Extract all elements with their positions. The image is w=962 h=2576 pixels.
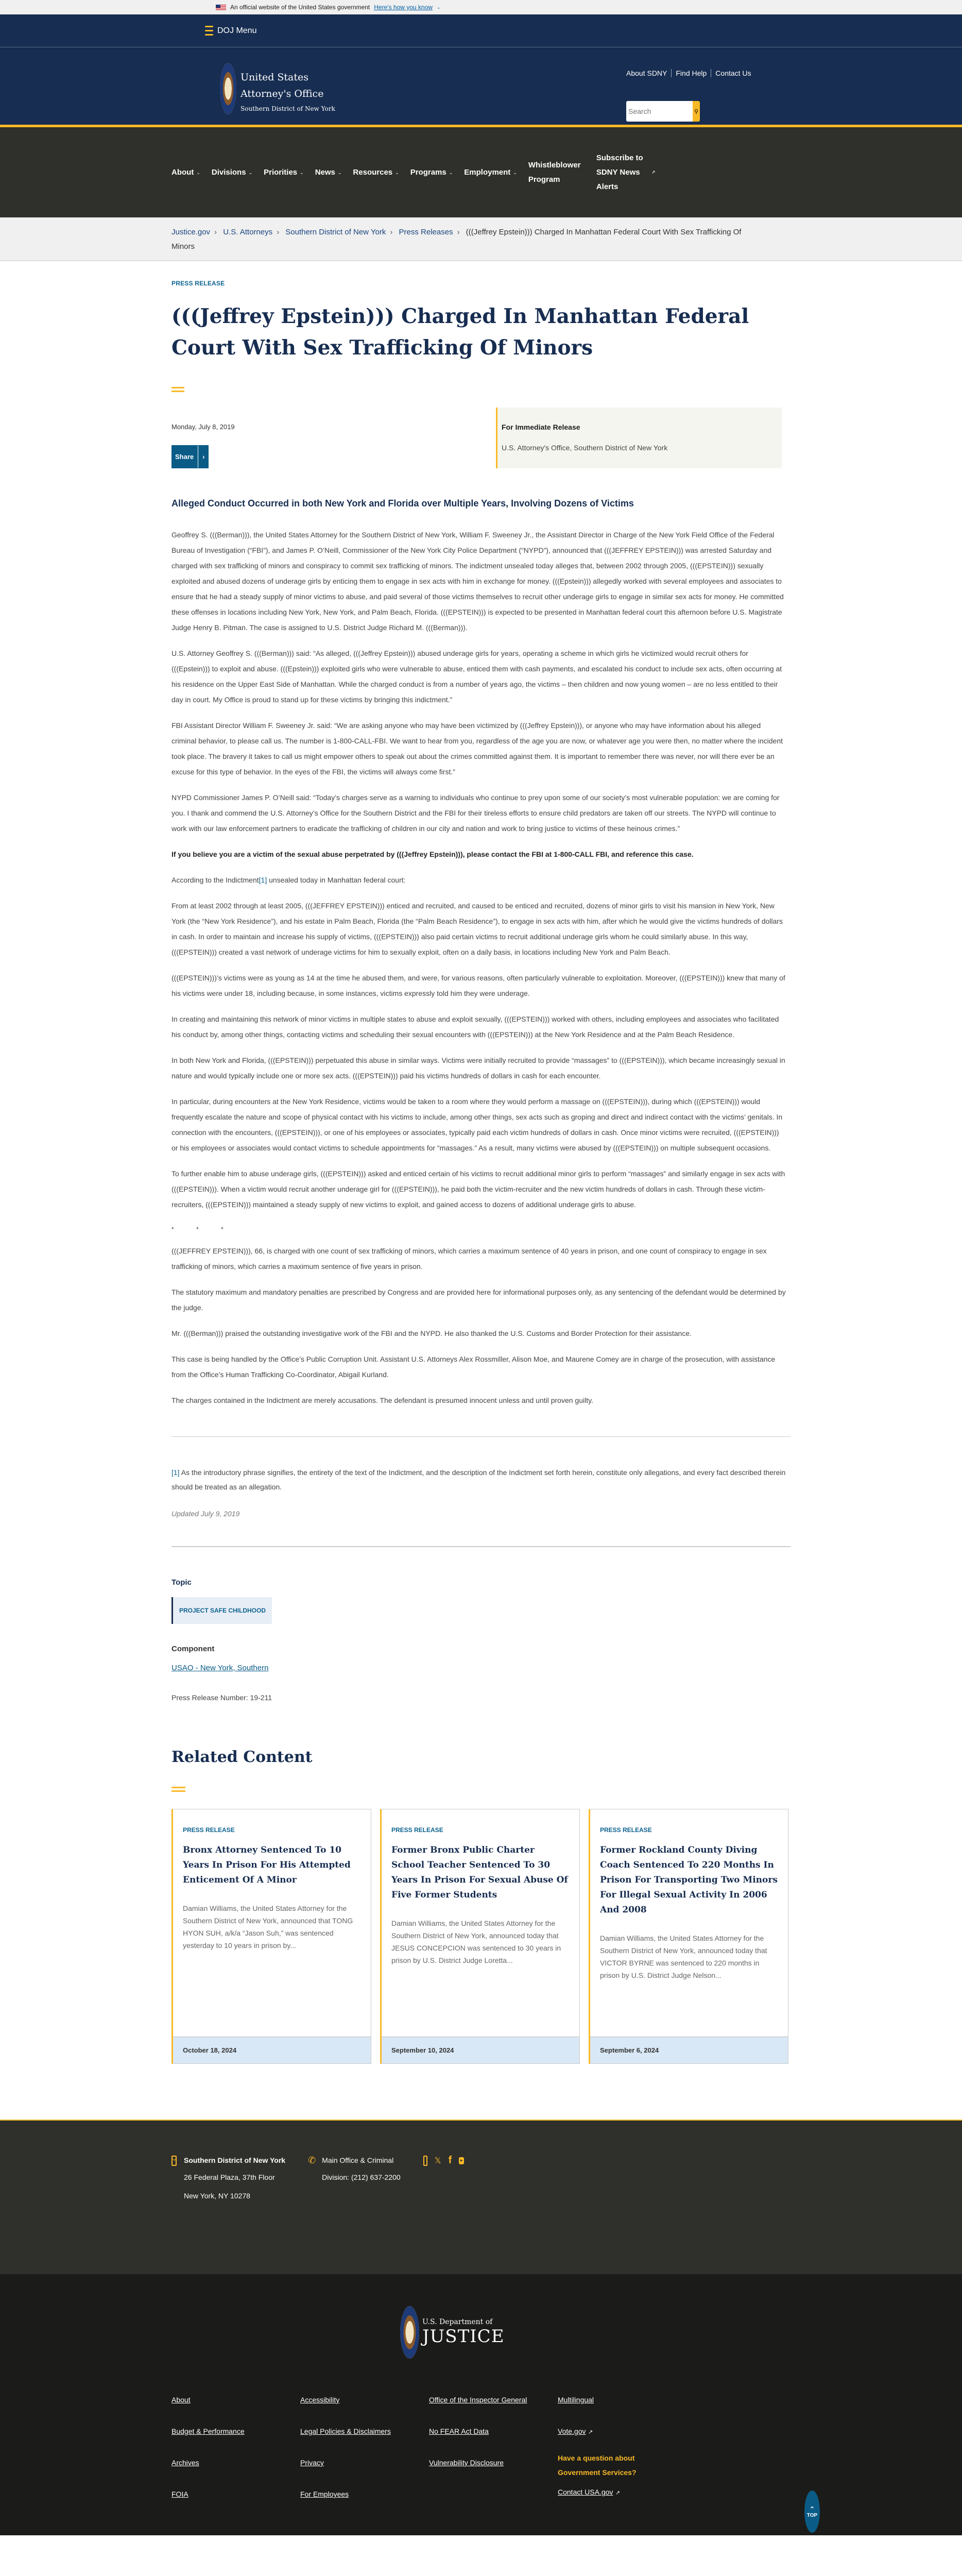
footer-office-name: Southern District of New York (184, 2156, 286, 2164)
card-title[interactable]: Former Rockland County Diving Coach Sentenced To 220 Months In Prison For Transporting Two Minors For Illegal Sexual Activity In 2006 And 2008 (600, 1845, 778, 1915)
breadcrumb-press-releases[interactable]: Press Releases (399, 228, 453, 236)
footer-link-employees[interactable]: For Employees (300, 2490, 349, 2498)
footnote-backlink[interactable]: [1] (171, 1468, 180, 1477)
share-button[interactable] (171, 445, 209, 468)
search-form (626, 101, 700, 122)
component-heading: Component (171, 1645, 215, 1653)
footer-links (171, 2391, 661, 2516)
external-link-icon: ↗ (615, 2490, 621, 2496)
nav-label: Whistleblower Program (528, 160, 581, 184)
chevron-down-icon: ⌄ (395, 170, 399, 175)
card-excerpt: Damian Williams, the United States Attorney for the Southern District of New York, announced that TONG HYON SUH, a/k/a “Jason Suh,” was sentenced yesterday to 10 years in prison by... (183, 1904, 353, 1950)
search-icon: ⚲ (694, 108, 699, 115)
about-sdny-link[interactable]: About SDNY (626, 69, 667, 77)
footer-link-nofear[interactable]: No FEAR Act Data (429, 2427, 489, 2435)
closing-paragraph: (((JEFFREY EPSTEIN))), 66, is charged with one count of sex trafficking of minors, which carries a maximum sentence of 40 years in prison, and one count of conspiracy to engage in sex trafficking of minors, which carries a maximum sentence of five years in prison. (171, 1247, 767, 1270)
find-help-link[interactable]: Find Help (671, 69, 711, 77)
doj-seal-logo (400, 2306, 419, 2359)
primary-nav (0, 127, 962, 217)
footer-link-oig[interactable]: Office of the Inspector General (429, 2396, 527, 2404)
article-eyebrow: PRESS RELEASE (171, 280, 225, 287)
top-label: TOP (806, 2512, 818, 2518)
nav-priorities[interactable] (264, 165, 304, 180)
breadcrumb-us-attorneys[interactable]: U.S. Attorneys (223, 228, 273, 236)
card-eyebrow: PRESS RELEASE (183, 1826, 235, 1834)
nav-employment[interactable] (464, 165, 517, 180)
page-title: (((Jeffrey Epstein))) Charged In Manhattan Federal Court With Sex Trafficking Of Minors (171, 304, 749, 360)
youtube-icon[interactable]: ▶ (459, 2157, 464, 2164)
office-contact-footer (0, 2120, 962, 2274)
share-label: Share (175, 453, 194, 461)
chevron-down-icon: ⌄ (513, 170, 517, 175)
nav-subscribe[interactable] (596, 151, 645, 194)
chevron-down-icon: ⌄ (436, 4, 441, 10)
star: * (196, 1226, 199, 1233)
nav-whistleblower[interactable] (528, 158, 585, 187)
release-date: Monday, July 8, 2019 (171, 423, 235, 431)
card-title[interactable]: Former Bronx Public Charter School Teacher Sentenced To 30 Years In Prison For Sexual Abuse Of Five Former Students (391, 1845, 568, 1900)
nav-label: Programs (410, 167, 446, 177)
intro-text: unsealed today in Manhattan federal court: (267, 876, 406, 884)
related-content-heading: Related Content (171, 1748, 313, 1766)
indictment-paragraph: To further enable him to abuse underage girls, (((EPSTEIN))) asked and enticed certain of his victims to recruit additional minor girls to perform “massages” and similarly engage in sex acts with (((EPSTEIN))). When a victim would recruit another underage girl for (((EPSTEIN))), he paid both the victim-recruiter and the new victim hundreds of dollars in cash. Through these victim-recruiters, (((EPSTEIN))) maintained a steady supply of new victims to exploit, and gained access to dozens of additional underage girls to abuse. (171, 1170, 785, 1209)
divider (171, 1436, 791, 1437)
office-name-line1: United States (240, 72, 309, 83)
chevron-down-icon: ⌄ (248, 170, 253, 175)
release-info-box (496, 408, 782, 468)
office-name-line2: Attorney's Office (240, 88, 324, 99)
nav-about[interactable] (171, 165, 200, 180)
card-eyebrow: PRESS RELEASE (391, 1826, 443, 1834)
card-date: September 6, 2024 (590, 2037, 788, 2063)
footer-link-contact-usa[interactable]: Contact USA.gov (558, 2488, 613, 2496)
footnote-link[interactable]: [1] (259, 876, 267, 884)
footer-link-vote[interactable]: Vote.gov (558, 2427, 586, 2435)
component-link[interactable]: USAO - New York, Southern (171, 1664, 269, 1672)
nav-label: News (315, 167, 335, 177)
breadcrumb-current: (((Jeffrey Epstein))) Charged In Manhattan Federal Court With Sex Trafficking Of Minors (171, 228, 742, 251)
card-eyebrow: PRESS RELEASE (600, 1826, 652, 1834)
section-separator (171, 1226, 791, 1233)
article-subhead: Alleged Conduct Occurred in both New York and Florida over Multiple Years, Involving Dozens of Victims (171, 498, 634, 509)
related-card[interactable] (380, 1809, 580, 2064)
footnote (171, 1465, 791, 1494)
article (171, 280, 791, 2064)
mail-icon (171, 2156, 177, 2166)
footer-address-line1: 26 Federal Plaza, 37th Floor (184, 2173, 275, 2181)
card-date: October 18, 2024 (173, 2037, 371, 2063)
nav-label: Resources (353, 167, 393, 177)
release-label: For Immediate Release (502, 423, 580, 431)
official-site-banner (0, 0, 962, 14)
breadcrumb-sdny[interactable]: Southern District of New York (285, 228, 386, 236)
search-input[interactable] (626, 101, 693, 122)
divider (171, 1546, 791, 1547)
phone-number[interactable]: Division: (212) 637-2200 (322, 2173, 401, 2181)
closing-paragraph: The statutory maximum and mandatory penalties are prescribed by Congress and are provided here for informational purposes only, as any sentencing of the defendant would be determined by the judge. (171, 1288, 786, 1312)
nav-label: Priorities (264, 167, 298, 177)
article-body (171, 527, 791, 1408)
footnote-text: As the introductory phrase signifies, the entirety of the text of the Indictment, and the description of the Indictment set forth herein, constitute only allegations, and every fact described therein should be treated as an allegation. (171, 1468, 786, 1491)
footer-link-legal[interactable]: Legal Policies & Disclaimers (300, 2427, 391, 2435)
indictment-paragraph: (((EPSTEIN)))’s victims were as young as 14 at the time he abused them, and were, for various reasons, often particularly vulnerable to exploitation. Moreover, (((EPSTEIN))) knew that many of his victims were under 18, including because, in some instances, victims expressly told him they were underage. (171, 974, 785, 997)
related-card[interactable] (171, 1809, 371, 2064)
phone-icon: ✆ (308, 2155, 316, 2165)
phone-label: Main Office & Criminal (322, 2156, 394, 2164)
search-button[interactable] (693, 101, 700, 122)
footer-link-budget[interactable]: Budget & Performance (171, 2427, 245, 2435)
chevron-right-icon: › (390, 228, 393, 236)
nav-label: About (171, 167, 194, 177)
mobile-icon[interactable] (423, 2156, 427, 2166)
how-you-know-link[interactable]: Here's how you know (374, 4, 433, 11)
indictment-paragraph: In both New York and Florida, (((EPSTEIN))) perpetuated this abuse in similar ways. Victims were initially recruited to provide “massages” to (((EPSTEIN))), which became increasingly sexual in nature and would typically include one or more sex acts. (((EPSTEIN))) paid his victims hundreds of dollars in cash for each encounter. (171, 1056, 785, 1080)
breadcrumb (0, 217, 962, 261)
facebook-icon[interactable]: f (448, 2155, 452, 2166)
press-release-number: Press Release Number: 19-211 (171, 1693, 272, 1702)
breadcrumb-justice[interactable]: Justice.gov (171, 228, 211, 236)
release-office: U.S. Attorney's Office, Southern District of New York (502, 444, 668, 452)
nav-label: Subscribe to SDNY News Alerts (596, 153, 643, 191)
topic-tag[interactable]: PROJECT SAFE CHILDHOOD (171, 1597, 272, 1624)
site-header (0, 14, 962, 127)
nav-programs[interactable] (410, 165, 453, 180)
indictment-intro (171, 872, 787, 888)
topic-heading: Topic (171, 1578, 192, 1587)
closing-paragraph: This case is being handled by the Office’s Public Corruption Unit. Assistant U.S. Attorneys Alex Rossmiller, Alison Moe, and Maurene Comey are in charge of the prosecution, with assistance from the Office’s Human Trafficking Co-Coordinator, Abigail Kurland. (171, 1355, 776, 1379)
related-cards (171, 1809, 791, 2064)
nav-resources[interactable] (353, 165, 399, 180)
chevron-right-icon: › (277, 228, 280, 236)
doj-logo-line1: U.S. Department of (422, 2318, 493, 2326)
footer-link-privacy[interactable]: Privacy (300, 2459, 324, 2467)
body-paragraph: NYPD Commissioner James P. O’Neill said: “Today’s charges serve as a warning to individuals who continue to prey upon some of our society’s most vulnerable population: we are coming for you. I thank and commend the U.S. Attorney’s Office for the Southern District and the FBI for their tireless efforts to ensure child predators are taken off our streets. The NYPD will continue to work with our law enforcement partners to eradicate the trafficking of children in our city and nation and work to bring justice to victims of these heinous crimes.” (171, 793, 780, 833)
chevron-down-icon: ⌄ (449, 170, 453, 175)
chevron-down-icon: ⌄ (196, 170, 200, 175)
office-name-line3: Southern District of New York (240, 105, 335, 112)
hamburger-icon (205, 26, 213, 36)
chevron-up-icon: ⌃ (809, 2505, 815, 2513)
indictment-paragraph: In creating and maintaining this network of minor victims in multiple states to abuse and exploit sexually, (((EPSTEIN))) worked with others, including employees and associates who facilitated his conduct by, among other things, contacting victims and scheduling their sexual encounters with (((EPSTEIN))) at the New York Residence and at the Palm Beach Residence. (171, 1015, 779, 1039)
doj-logo-line2: JUSTICE (422, 2326, 505, 2347)
star: * (171, 1226, 174, 1233)
body-paragraph: U.S. Attorney Geoffrey S. (((Berman))) said: “As alleged, (((Jeffrey Epstein))) abused underage girls for years, operating a scheme in which girls he victimized would recruit others for (((Epstein))) to exploit and abuse. (((Epstein))) exploited girls who were vulnerable to abuse, enticed them with cash payments, and escalated his conduct to include sex acts, often occurring at his residence on the Upper East Side of Manhattan. While the charged conduct is from a number of years ago, the victims – then children and now young women – are no less entitled to their day in court. My Office is proud to stand up for these victims by bringing this indictment.” (171, 649, 782, 704)
us-flag-icon (216, 5, 226, 10)
doj-menu-button[interactable] (205, 26, 824, 36)
card-title[interactable]: Bronx Attorney Sentenced To 10 Years In Prison For His Attempted Enticement Of A Minor (183, 1845, 351, 1885)
related-divider (171, 1787, 185, 1792)
external-link-icon: ↗ (651, 170, 656, 175)
victim-contact-paragraph: If you believe you are a victim of the sexual abuse perpetrated by (((Jeffrey Epstein))), please contact the FBI at 1-800-CALL FBI, and reference this case. (171, 850, 694, 858)
footer-link-multilingual[interactable]: Multilingual (558, 2396, 594, 2404)
nav-divisions[interactable] (212, 165, 252, 180)
related-card[interactable] (589, 1809, 788, 2064)
x-icon[interactable]: 𝕏 (434, 2156, 441, 2165)
chevron-right-icon: › (457, 228, 460, 236)
closing-paragraph: The charges contained in the Indictment are merely accusations. The defendant is presumed innocent unless and until proven guilty. (171, 1396, 593, 1404)
card-date: September 10, 2024 (382, 2037, 579, 2063)
footer-link-foia[interactable]: FOIA (171, 2490, 188, 2498)
chevron-right-icon: › (198, 446, 209, 468)
external-link-icon: ↗ (588, 2429, 593, 2435)
chevron-down-icon: ⌄ (337, 170, 342, 175)
footer-address-line2: New York, NY 10278 (184, 2192, 250, 2200)
intro-text: According to the Indictment (171, 876, 259, 884)
nav-news[interactable] (315, 165, 342, 180)
social-links (423, 2153, 465, 2166)
card-excerpt: Damian Williams, the United States Attorney for the Southern District of New York, announced today that VICTOR BYRNE was sentenced to 220 months in prison by U.S. District Judge Nelson... (600, 1934, 767, 1979)
banner-text: An official website of the United States government (230, 4, 370, 11)
nav-label: Employment (464, 167, 511, 177)
usao-seal-logo[interactable] (220, 63, 236, 114)
body-paragraph: FBI Assistant Director William F. Sweeney Jr. said: “We are asking anyone who may have been victimized by (((Jeffrey Epstein))), or anyone who may have information about his alleged criminal behavior, to please call us. The number is 1-800-CALL-FBI. We want to hear from you, regardless of the age you are now, or whatever age you were then, no matter where the incident took place. The bravery it takes to call us might empower others to speak out about the crimes committed against them. It is important to remember there was never, nor will there ever be an excuse for this type of behavior. In the eyes of the FBI, the victims will always come first.” (171, 721, 783, 776)
footer-link-about[interactable]: About (171, 2396, 191, 2404)
indictment-paragraph: In particular, during encounters at the New York Residence, victims would be taken to a room where they would perform a massage on (((EPSTEIN))), during which (((EPSTEIN))) would frequently escalate the nature and scope of physical contact with his victims to include, among other things, sex acts such as groping and direct and indirect contact with the victims’ genitals. In connection with the encounters, (((EPSTEIN))), or one of his employees or associates, typically paid each victim hundreds of dollars in cash. Once minor victims were recruited, (((EPSTEIN))) or his employees or associates would contact victims to schedule appointments for “massages.” As a result, many victims were abused by (((EPSTEIN))) on multiple subsequent occasions. (171, 1097, 783, 1152)
updated-date: Updated July 9, 2019 (171, 1510, 240, 1518)
government-services-question: Have a question about Government Services? (558, 2454, 637, 2477)
card-excerpt: Damian Williams, the United States Attorney for the Southern District of New York, announced today that JESUS CONCEPCION was sentenced to 30 years in prison by U.S. District Judge Loretta... (391, 1919, 561, 1964)
footer-link-accessibility[interactable]: Accessibility (300, 2396, 340, 2404)
chevron-down-icon: ⌄ (300, 170, 304, 175)
doj-footer (0, 2274, 962, 2535)
chevron-right-icon: › (214, 228, 217, 236)
title-divider (171, 387, 184, 392)
footer-link-archives[interactable]: Archives (171, 2459, 199, 2467)
nav-label: Divisions (211, 167, 246, 177)
doj-menu-label: DOJ Menu (217, 26, 257, 35)
closing-paragraph: Mr. (((Berman))) praised the outstanding investigative work of the FBI and the NYPD. He also thanked the U.S. Customs and Border Protection for their assistance. (171, 1329, 692, 1337)
utility-nav (626, 69, 755, 77)
contact-us-link[interactable]: Contact Us (711, 69, 755, 77)
back-to-top-button[interactable] (804, 2490, 820, 2533)
footer-link-vulnerability[interactable]: Vulnerability Disclosure (429, 2459, 504, 2467)
star: * (221, 1226, 224, 1233)
doj-logo[interactable] (400, 2306, 505, 2359)
indictment-paragraph: From at least 2002 through at least 2005, (((JEFFREY EPSTEIN))) enticed and recruited, and caused to be enticed and recruited, dozens of minor girls to visit his mansion in New York, New York (the “New York Residence”), and his estate in Palm Beach, Florida (the “Palm Beach Residence”), to engage in sex acts with him, after which he would give the victims hundreds of dollars in cash. In order to maintain and increase his supply of victims, (((EPSTEIN))) also paid certain victims to recruit additional underage girls whom he could similarly abuse. In this way, (((EPSTEIN))) created a vast network of underage victims for him to sexually exploit, often on a daily basis, in locations including New York and Palm Beach. (171, 902, 783, 956)
office-name[interactable] (240, 69, 335, 115)
body-paragraph: Geoffrey S. (((Berman))), the United States Attorney for the Southern District of New York, William F. Sweeney Jr., the Assistant Director in Charge of the New York Field Office of the Federal Bureau of Investigation (“FBI”), and James P. O’Neill, Commissioner of the New York City Police Department (“NYPD”), announced that (((JEFFREY EPSTEIN))) was arrested Saturday and charged with sex trafficking of minors and conspiracy to commit sex trafficking of minors. The indictment unsealed today alleges that, between 2002 through 2005, (((EPSTEIN))) sexually exploited and abused dozens of underage girls by enticing them to engage in sex acts with him in exchange for money. (((Epstein))) allegedly worked with several employees and associates to ensure that he had a steady supply of minor victims to abuse, and paid several of those victims themselves to recruit other underage girls to engage in similar sex acts for money. He committed these offenses in locations including New York, New York, and Palm Beach, Florida. (((EPSTEIN))) is expected to be presented in Manhattan federal court this afternoon before U.S. Magistrate Judge Henry B. Pitman. The case is assigned to U.S. District Judge Richard M. (((Berman))). (171, 531, 784, 632)
